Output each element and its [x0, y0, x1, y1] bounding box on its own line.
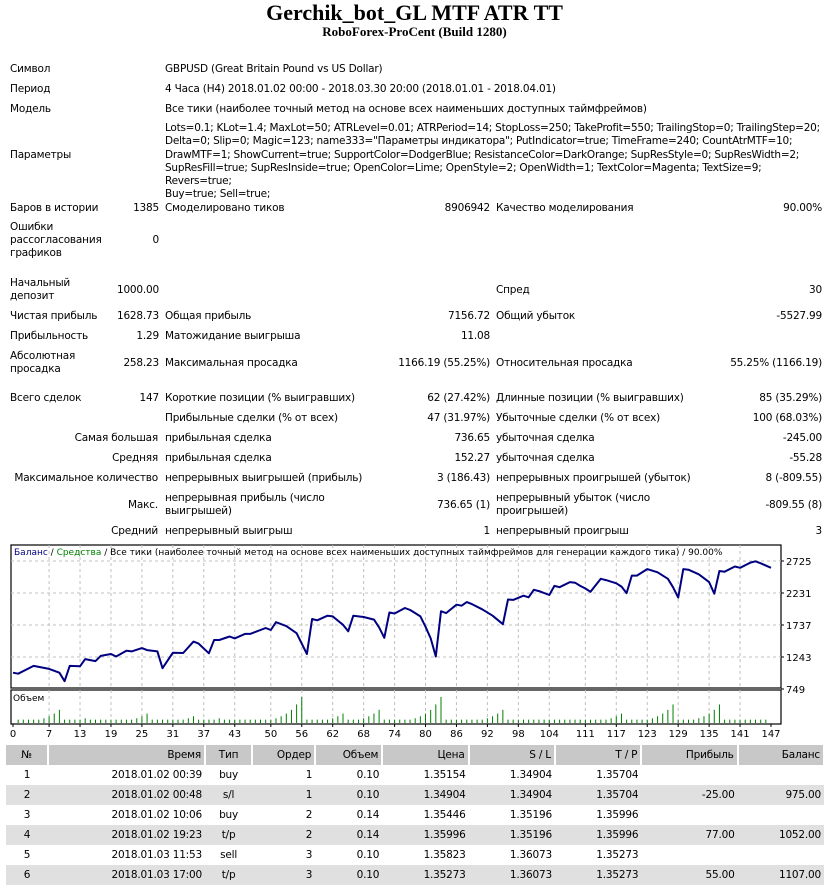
abs-dd-label-line: просадка	[10, 363, 61, 375]
deal-time: 2018.01.02 00:48	[48, 785, 205, 805]
col-volume: Объем	[315, 745, 382, 765]
max-dd-value: 1166.19 (55.25%)	[398, 357, 490, 369]
profit-factor-label: Прибыльность	[10, 330, 89, 342]
table-row	[6, 805, 824, 825]
table-row	[6, 825, 824, 845]
deal-order: 2	[305, 809, 313, 821]
x-tick-label: 56	[295, 729, 309, 740]
x-tick-label: 37	[197, 729, 211, 740]
short-value: 62 (27.42%)	[427, 392, 490, 404]
x-tick-label: 135	[699, 729, 719, 740]
x-tick-label: 111	[575, 729, 595, 740]
table-row	[6, 785, 824, 805]
deal-type: t/p	[205, 865, 252, 885]
deal-tp: 1.35996	[596, 809, 639, 821]
deal-price: 1.35823	[423, 849, 466, 861]
expected-payoff-value: 11.08	[460, 330, 490, 342]
deal-tp: 1.35704	[596, 769, 639, 781]
deal-order: 1	[305, 769, 313, 781]
period-label: Период	[10, 83, 51, 95]
long-value: 85 (35.29%)	[759, 392, 822, 404]
deal-balance: 1107.00	[738, 865, 824, 885]
profit-trades-value: 47 (31.97%)	[427, 412, 490, 424]
max-consec-losses-value: 8 (-809.55)	[765, 472, 822, 484]
max-consec-loss-label-line: проигрышей)	[496, 505, 569, 517]
volume-panel	[11, 690, 781, 724]
x-tick-label: 86	[450, 729, 463, 740]
x-tick-label: 7	[45, 729, 53, 740]
loss-trades-value: 100 (68.03%)	[752, 412, 822, 424]
deal-order: 3	[252, 865, 315, 885]
deal-tp: 1.35273	[555, 865, 641, 885]
gross-profit-value: 7156.72	[447, 310, 490, 322]
quality-label: Качество моделирования	[496, 202, 634, 214]
col-balance: Баланс	[738, 745, 824, 765]
loss-trades-label: Убыточные сделки (% от всех)	[496, 412, 660, 424]
x-tick-label: 19	[104, 729, 118, 740]
max-dd-label: Максимальная просадка	[165, 357, 298, 369]
long-label: Длинные позиции (% выигравших)	[496, 392, 684, 404]
deal-price: 1.35446	[423, 809, 466, 821]
deal-sl: 1.34904	[509, 769, 552, 781]
deal-number: 1	[23, 769, 31, 781]
net-profit-value: 1628.73	[116, 310, 159, 322]
deal-time: 2018.01.02 19:23	[48, 825, 205, 845]
deal-type: t/p	[205, 825, 252, 845]
profit-factor-value: 1.29	[136, 330, 159, 342]
x-tick-label: 98	[511, 729, 525, 740]
errors-label-line: рассогласования	[10, 234, 102, 246]
max-consec-profit-label-line: непрерывная прибыль (число	[165, 492, 325, 504]
largest-loss-label: убыточная сделка	[496, 432, 595, 444]
col-type: Тип	[205, 745, 252, 765]
deal-order: 3	[305, 849, 313, 861]
errors-label-line: графиков	[10, 247, 62, 259]
largest-profit-value: 736.65	[454, 432, 490, 444]
x-tick-label: 0	[9, 729, 17, 740]
volume-label: Объем	[13, 694, 45, 704]
x-tick-label: 31	[166, 729, 180, 740]
max-count-label: Максимальное количество	[14, 472, 158, 484]
legend-separator: /	[47, 548, 57, 558]
deal-balance	[738, 845, 824, 865]
deal-time: 2018.01.03 11:53	[111, 849, 202, 861]
y-tick-label: 2725	[786, 557, 812, 568]
x-tick-label: 25	[135, 729, 149, 740]
x-tick-label: 50	[264, 729, 278, 740]
balance-chart	[0, 540, 829, 740]
x-tick-label: 92	[481, 729, 494, 740]
params-line: DrawMTF=1; ShowCurrent=true; SupportColor=DodgerBlue; ResistanceColor=DarkOrange; SupResStyle=0; SupResWidth=2;	[165, 148, 800, 161]
params-line: Lots=0.1; KLot=1.4; MaxLot=50; ATRLevel=0.01; ATRPeriod=14; StopLoss=250; TakeProfit=550; TrailingStop=0; TrailingStep=20;	[165, 122, 820, 134]
deal-sl: 1.36073	[509, 849, 552, 861]
deal-time: 2018.01.02 10:06	[111, 809, 202, 821]
rel-dd-label: Относительная просадка	[496, 357, 633, 369]
max-consec-wins-label: непрерывных выигрышей (прибыль)	[165, 472, 363, 484]
average-profit-label: прибыльная сделка	[165, 452, 272, 464]
legend-description: / Все тики (наиболее точный метод на основе всех наименьших доступных таймфреймов для генерации каждого тика) / 90.00%	[101, 548, 723, 558]
abs-dd-label-line: Абсолютная	[10, 350, 76, 362]
col-profit: Прибыль	[641, 745, 737, 765]
deal-profit	[641, 805, 737, 825]
ticks-value: 8906942	[444, 202, 490, 214]
deal-volume: 0.10	[315, 865, 382, 885]
spread-value: 30	[809, 284, 822, 296]
deal-type: buy	[219, 769, 239, 781]
params-line: SupResFill=true; SupResInside=true; OpenColor=Lime; OpenStyle=2; OpenWidth=1; TextColor=Magenta; TextSize=9; Revers=true;	[165, 161, 762, 188]
deal-price: 1.35273	[382, 865, 468, 885]
deal-balance: 1052.00	[738, 825, 824, 845]
short-label: Короткие позиции (% выигравших)	[165, 392, 355, 404]
deal-tp: 1.35704	[555, 785, 641, 805]
symbol-label: Символ	[10, 63, 51, 75]
max-label: Макс.	[128, 499, 158, 511]
deal-profit: -25.00	[641, 785, 737, 805]
balance-panel	[11, 545, 781, 688]
deposit-label	[10, 277, 70, 303]
average-loss-value: -55.28	[789, 452, 822, 464]
deal-balance	[738, 805, 824, 825]
max-consec-loss-value: -809.55 (8)	[765, 499, 822, 511]
deal-number: 3	[23, 809, 31, 821]
deposit-label-line: депозит	[10, 290, 55, 302]
x-tick-label: 141	[730, 729, 750, 740]
gross-loss-label: Общий убыток	[496, 310, 576, 322]
deposit-label-line: Начальный	[10, 277, 71, 289]
chart-legend	[14, 548, 723, 558]
y-tick-label: 2231	[786, 589, 812, 600]
deal-tp: 1.35273	[596, 849, 639, 861]
deposit-value: 1000.00	[116, 284, 159, 296]
deal-volume: 0.10	[315, 785, 382, 805]
report-title: Gerchik_bot_GL MTF ATR TT	[266, 0, 563, 25]
period-value: 4 Часа (H4) 2018.01.02 00:00 - 2018.03.30 20:00 (2018.01.01 - 2018.04.01)	[165, 83, 556, 95]
errors-value: 0	[152, 234, 159, 246]
max-consec-profit-label-line: выигрышей)	[165, 505, 232, 517]
params-line: Delta=0; Slip=0; Magic=123; name333="Параметры индикатора"; PutIndicator=true; TimeFrame=240; CountAtrMTF=10;	[165, 135, 793, 148]
max-consec-loss-label	[496, 492, 650, 518]
bars-value: 1385	[133, 202, 159, 214]
avg-consec-wins-value: 1	[483, 525, 490, 537]
deal-tp: 1.35996	[555, 825, 641, 845]
deal-volume: 0.14	[315, 825, 382, 845]
deal-number: 2	[6, 785, 48, 805]
deal-sl: 1.35196	[509, 809, 552, 821]
avg-consec-losses-label: непрерывный проигрыш	[496, 525, 629, 537]
errors-label	[10, 221, 102, 260]
deal-number: 6	[6, 865, 48, 885]
y-tick-label: 1737	[786, 621, 812, 632]
y-tick-label: 1243	[786, 653, 812, 664]
deal-price: 1.35154	[423, 769, 466, 781]
net-profit-label: Чистая прибыль	[10, 310, 98, 322]
largest-loss-value: -245.00	[782, 432, 822, 444]
deal-type: buy	[219, 809, 239, 821]
total-trades-label: Всего сделок	[10, 392, 82, 404]
ticks-label: Смоделировано тиков	[165, 202, 285, 214]
x-axis	[10, 724, 781, 740]
deal-volume: 0.14	[356, 809, 380, 821]
col-number: №	[6, 745, 48, 765]
deal-balance	[738, 765, 824, 785]
x-tick-label: 68	[357, 729, 371, 740]
deal-time: 2018.01.02 00:39	[111, 769, 202, 781]
deal-volume: 0.10	[356, 769, 380, 781]
table-row	[6, 765, 824, 785]
max-consec-loss-label-line: непрерывный убыток (число	[496, 492, 651, 504]
deal-time: 2018.01.03 17:00	[48, 865, 205, 885]
deal-order: 1	[252, 785, 315, 805]
rel-dd-value: 55.25% (1166.19)	[730, 357, 822, 369]
deal-number: 5	[23, 849, 31, 861]
deals-header-row	[6, 745, 824, 765]
col-price: Цена	[382, 745, 468, 765]
report-subtitle: RoboForex-ProCent (Build 1280)	[322, 24, 507, 39]
spread-label: Спред	[496, 284, 530, 296]
deal-price: 1.35996	[382, 825, 468, 845]
x-tick-label: 123	[637, 729, 657, 740]
x-tick-label: 117	[606, 729, 626, 740]
profit-trades-label: Прибыльные сделки (% от всех)	[165, 412, 338, 424]
table-row	[6, 845, 824, 865]
deal-profit: 77.00	[641, 825, 737, 845]
x-tick-label: 62	[326, 729, 340, 740]
bars-label: Баров в истории	[10, 202, 99, 214]
average-label: Средняя	[112, 452, 158, 464]
x-tick-label: 80	[419, 729, 432, 740]
max-consec-profit-value: 736.65 (1)	[437, 499, 490, 511]
max-consec-wins-value: 3 (186.43)	[437, 472, 490, 484]
avg-label: Средний	[111, 525, 158, 537]
errors-label-line: Ошибки	[10, 221, 54, 233]
table-row	[6, 865, 824, 885]
x-tick-label: 13	[73, 729, 87, 740]
deal-price: 1.34904	[382, 785, 468, 805]
params-value	[165, 122, 827, 202]
max-consec-profit-label	[165, 492, 325, 518]
x-tick-label: 147	[761, 729, 781, 740]
deal-number: 4	[6, 825, 48, 845]
x-tick-label: 74	[388, 729, 401, 740]
x-tick-label: 104	[539, 729, 559, 740]
y-axis	[781, 557, 811, 696]
deal-sl: 1.34904	[469, 785, 555, 805]
x-tick-label: 129	[668, 729, 688, 740]
symbol-value: GBPUSD (Great Britain Pound vs US Dollar)	[165, 63, 383, 75]
max-consec-losses-label: непрерывных проигрышей (убыток)	[496, 472, 691, 484]
params-label: Параметры	[10, 149, 72, 161]
deal-sl: 1.36073	[469, 865, 555, 885]
deals-table	[6, 745, 825, 885]
deal-order: 2	[252, 825, 315, 845]
deal-type: sell	[220, 849, 238, 861]
y-tick-label: 749	[786, 685, 806, 696]
avg-consec-wins-label: непрерывный выигрыш	[165, 525, 293, 537]
deal-sl: 1.35196	[469, 825, 555, 845]
deal-profit	[641, 845, 737, 865]
deal-profit: 55.00	[641, 865, 737, 885]
col-tp: T / P	[555, 745, 641, 765]
gross-profit-label: Общая прибыль	[165, 310, 252, 322]
quality-value: 90.00%	[783, 202, 822, 214]
average-profit-value: 152.27	[454, 452, 490, 464]
params-line: Buy=true; Sell=true;	[165, 188, 271, 201]
col-time: Время	[48, 745, 205, 765]
average-loss-label: убыточная сделка	[496, 452, 595, 464]
legend-balance: Баланс	[14, 548, 48, 558]
deal-profit	[641, 765, 737, 785]
largest-profit-label: прибыльная сделка	[165, 432, 272, 444]
deal-volume: 0.10	[356, 849, 380, 861]
col-sl: S / L	[469, 745, 555, 765]
total-trades-value: 147	[139, 392, 159, 404]
expected-payoff-label: Матожидание выигрыша	[165, 330, 301, 342]
col-order: Ордер	[252, 745, 315, 765]
legend-equity: Средства	[56, 548, 102, 558]
abs-dd-label	[10, 350, 75, 376]
abs-dd-value: 258.23	[123, 357, 159, 369]
model-label: Модель	[10, 103, 51, 115]
gross-loss-value: -5527.99	[776, 310, 822, 322]
deal-balance: 975.00	[738, 785, 824, 805]
avg-consec-losses-value: 3	[815, 525, 822, 537]
deal-type: s/l	[205, 785, 252, 805]
model-value: Все тики (наиболее точный метод на основе всех наименьших доступных таймфреймов)	[165, 103, 647, 115]
x-tick-label: 43	[228, 729, 242, 740]
largest-label: Самая большая	[74, 432, 158, 444]
